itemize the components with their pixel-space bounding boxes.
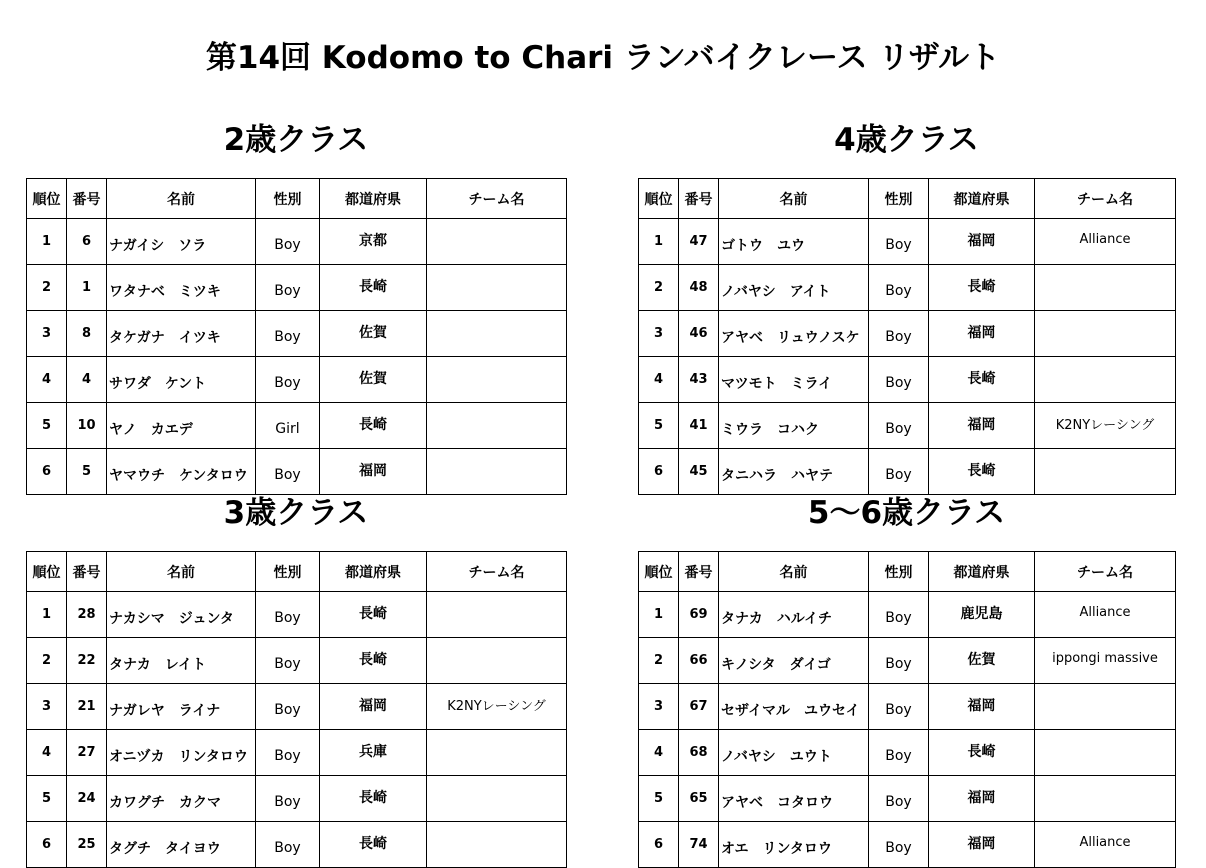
- cell-rank: 3: [27, 684, 67, 730]
- cell-number: 45: [679, 449, 719, 495]
- cell-prefecture: 福岡: [320, 449, 427, 495]
- table-row: [27, 219, 567, 265]
- cell-prefecture: 佐賀: [929, 638, 1035, 684]
- cell-gender: Boy: [256, 730, 320, 776]
- cell-rank: 6: [639, 449, 679, 495]
- cell-gender: Boy: [256, 449, 320, 495]
- cell-name: オエ リンタロウ: [719, 822, 869, 868]
- cell-prefecture: 兵庫: [320, 730, 427, 776]
- cell-team: [427, 638, 567, 684]
- cell-team: [427, 219, 567, 265]
- cell-name: オニヅカ リンタロウ: [107, 730, 256, 776]
- header-row: [639, 179, 1176, 219]
- cell-rank: 1: [639, 219, 679, 265]
- table-row: [639, 219, 1176, 265]
- header-gender: 性別: [869, 179, 929, 219]
- table-row: [27, 265, 567, 311]
- cell-prefecture: 福岡: [320, 684, 427, 730]
- cell-number: 28: [67, 592, 107, 638]
- cell-team: Alliance: [1035, 592, 1176, 638]
- cell-team: Alliance: [1035, 822, 1176, 868]
- cell-prefecture: 佐賀: [320, 357, 427, 403]
- cell-gender: Boy: [869, 592, 929, 638]
- cell-number: 48: [679, 265, 719, 311]
- cell-name: キノシタ ダイゴ: [719, 638, 869, 684]
- cell-name: タナカ ハルイチ: [719, 592, 869, 638]
- cell-rank: 4: [639, 357, 679, 403]
- cell-name: サワダ ケント: [107, 357, 256, 403]
- cell-prefecture: 長崎: [320, 822, 427, 868]
- cell-number: 4: [67, 357, 107, 403]
- header-prefecture: 都道府県: [929, 179, 1035, 219]
- cell-name: ゴトウ ユウ: [719, 219, 869, 265]
- cell-team: ippongi massive: [1035, 638, 1176, 684]
- cell-team: [427, 822, 567, 868]
- cell-gender: Boy: [256, 776, 320, 822]
- cell-gender: Boy: [869, 449, 929, 495]
- cell-rank: 2: [27, 638, 67, 684]
- header-gender: 性別: [869, 552, 929, 592]
- cell-team: [1035, 357, 1176, 403]
- cell-name: ナカシマ ジュンタ: [107, 592, 256, 638]
- cell-name: マツモト ミライ: [719, 357, 869, 403]
- cell-prefecture: 佐賀: [320, 311, 427, 357]
- class-title-3yo: 3歳クラス: [223, 495, 369, 531]
- cell-gender: Boy: [256, 592, 320, 638]
- header-row: [639, 552, 1176, 592]
- cell-number: 65: [679, 776, 719, 822]
- cell-prefecture: 長崎: [320, 265, 427, 311]
- cell-gender: Boy: [256, 311, 320, 357]
- cell-name: ミウラ コハク: [719, 403, 869, 449]
- cell-number: 5: [67, 449, 107, 495]
- header-team: チーム名: [427, 552, 567, 592]
- header-team: チーム名: [427, 179, 567, 219]
- cell-name: ヤノ カエデ: [107, 403, 256, 449]
- table-row: [27, 592, 567, 638]
- cell-rank: 4: [27, 730, 67, 776]
- class-title-2yo: 2歳クラス: [223, 122, 369, 158]
- table-row: [639, 730, 1176, 776]
- cell-team: K2NYレーシング: [1035, 403, 1176, 449]
- cell-gender: Boy: [869, 311, 929, 357]
- cell-number: 41: [679, 403, 719, 449]
- cell-team: [427, 776, 567, 822]
- cell-rank: 5: [639, 776, 679, 822]
- cell-team: [427, 592, 567, 638]
- cell-rank: 6: [27, 822, 67, 868]
- cell-gender: Boy: [256, 638, 320, 684]
- header-rank: 順位: [27, 552, 67, 592]
- header-prefecture: 都道府県: [320, 179, 427, 219]
- cell-name: ワタナベ ミツキ: [107, 265, 256, 311]
- cell-prefecture: 京都: [320, 219, 427, 265]
- cell-team: [427, 730, 567, 776]
- cell-number: 46: [679, 311, 719, 357]
- header-rank: 順位: [27, 179, 67, 219]
- cell-number: 22: [67, 638, 107, 684]
- cell-team: [427, 357, 567, 403]
- table-row: [27, 403, 567, 449]
- cell-prefecture: 福岡: [929, 403, 1035, 449]
- cell-number: 1: [67, 265, 107, 311]
- cell-name: タナカ レイト: [107, 638, 256, 684]
- cell-number: 69: [679, 592, 719, 638]
- cell-prefecture: 長崎: [320, 403, 427, 449]
- header-prefecture: 都道府県: [929, 552, 1035, 592]
- table-row: [639, 638, 1176, 684]
- table-row: [27, 311, 567, 357]
- header-number: 番号: [679, 552, 719, 592]
- cell-name: アヤベ リュウノスケ: [719, 311, 869, 357]
- header-name: 名前: [719, 552, 869, 592]
- class-title-5-6yo: 5～6歳クラス: [807, 495, 1006, 531]
- cell-number: 21: [67, 684, 107, 730]
- header-name: 名前: [107, 552, 256, 592]
- cell-gender: Girl: [256, 403, 320, 449]
- cell-team: Alliance: [1035, 219, 1176, 265]
- table-row: [27, 357, 567, 403]
- cell-gender: Boy: [256, 219, 320, 265]
- cell-team: [1035, 684, 1176, 730]
- header-number: 番号: [67, 552, 107, 592]
- cell-prefecture: 福岡: [929, 822, 1035, 868]
- cell-prefecture: 長崎: [929, 357, 1035, 403]
- cell-team: [427, 311, 567, 357]
- results-table-2yo: [26, 178, 567, 495]
- cell-gender: Boy: [869, 638, 929, 684]
- cell-team: [1035, 730, 1176, 776]
- results-table-3yo: [26, 551, 567, 868]
- cell-name: タグチ タイヨウ: [107, 822, 256, 868]
- cell-gender: Boy: [869, 265, 929, 311]
- cell-rank: 4: [639, 730, 679, 776]
- table-row: [639, 357, 1176, 403]
- cell-name: アヤベ コタロウ: [719, 776, 869, 822]
- header-row: [27, 552, 567, 592]
- cell-prefecture: 長崎: [320, 638, 427, 684]
- cell-rank: 6: [639, 822, 679, 868]
- cell-number: 10: [67, 403, 107, 449]
- table-row: [27, 776, 567, 822]
- results-table-4yo: [638, 178, 1176, 495]
- cell-rank: 5: [27, 403, 67, 449]
- cell-number: 74: [679, 822, 719, 868]
- cell-name: タケガナ イツキ: [107, 311, 256, 357]
- cell-rank: 3: [639, 684, 679, 730]
- cell-name: セザイマル ユウセイ: [719, 684, 869, 730]
- header-gender: 性別: [256, 552, 320, 592]
- cell-rank: 3: [639, 311, 679, 357]
- cell-name: タニハラ ハヤテ: [719, 449, 869, 495]
- cell-gender: Boy: [869, 822, 929, 868]
- cell-rank: 3: [27, 311, 67, 357]
- cell-gender: Boy: [256, 822, 320, 868]
- cell-rank: 6: [27, 449, 67, 495]
- header-number: 番号: [679, 179, 719, 219]
- cell-rank: 4: [27, 357, 67, 403]
- cell-number: 27: [67, 730, 107, 776]
- cell-number: 47: [679, 219, 719, 265]
- header-team: チーム名: [1035, 552, 1176, 592]
- cell-rank: 2: [639, 265, 679, 311]
- cell-rank: 2: [639, 638, 679, 684]
- table-row: [639, 265, 1176, 311]
- cell-number: 67: [679, 684, 719, 730]
- table-row: [639, 592, 1176, 638]
- cell-prefecture: 長崎: [929, 730, 1035, 776]
- header-name: 名前: [719, 179, 869, 219]
- header-prefecture: 都道府県: [320, 552, 427, 592]
- cell-team: [1035, 265, 1176, 311]
- cell-team: K2NYレーシング: [427, 684, 567, 730]
- cell-rank: 2: [27, 265, 67, 311]
- cell-name: ナガレヤ ライナ: [107, 684, 256, 730]
- cell-gender: Boy: [869, 776, 929, 822]
- cell-gender: Boy: [256, 684, 320, 730]
- cell-number: 24: [67, 776, 107, 822]
- table-row: [639, 684, 1176, 730]
- cell-team: [1035, 776, 1176, 822]
- cell-name: カワグチ カクマ: [107, 776, 256, 822]
- class-title-4yo: 4歳クラス: [834, 122, 979, 158]
- table-row: [27, 638, 567, 684]
- cell-gender: Boy: [869, 403, 929, 449]
- table-row: [639, 311, 1176, 357]
- cell-number: 6: [67, 219, 107, 265]
- table-row: [27, 730, 567, 776]
- cell-prefecture: 長崎: [929, 265, 1035, 311]
- header-row: [27, 179, 567, 219]
- table-row: [639, 822, 1176, 868]
- cell-team: [427, 403, 567, 449]
- table-row: [27, 822, 567, 868]
- cell-name: ノバヤシ ユウト: [719, 730, 869, 776]
- cell-prefecture: 福岡: [929, 684, 1035, 730]
- table-row: [27, 684, 567, 730]
- cell-prefecture: 福岡: [929, 311, 1035, 357]
- cell-number: 25: [67, 822, 107, 868]
- cell-gender: Boy: [256, 357, 320, 403]
- cell-prefecture: 長崎: [929, 449, 1035, 495]
- cell-team: [427, 265, 567, 311]
- cell-name: ノバヤシ アイト: [719, 265, 869, 311]
- cell-rank: 1: [27, 592, 67, 638]
- cell-number: 68: [679, 730, 719, 776]
- cell-prefecture: 鹿児島: [929, 592, 1035, 638]
- cell-gender: Boy: [869, 730, 929, 776]
- cell-prefecture: 長崎: [320, 776, 427, 822]
- header-gender: 性別: [256, 179, 320, 219]
- cell-number: 43: [679, 357, 719, 403]
- header-team: チーム名: [1035, 179, 1176, 219]
- cell-rank: 5: [639, 403, 679, 449]
- header-name: 名前: [107, 179, 256, 219]
- header-number: 番号: [67, 179, 107, 219]
- cell-number: 66: [679, 638, 719, 684]
- cell-prefecture: 長崎: [320, 592, 427, 638]
- header-rank: 順位: [639, 179, 679, 219]
- table-row: [639, 776, 1176, 822]
- cell-prefecture: 福岡: [929, 776, 1035, 822]
- cell-gender: Boy: [869, 357, 929, 403]
- page-title: 第14回 Kodomo to Chari ランバイクレース リザルト: [205, 40, 1001, 76]
- cell-rank: 1: [639, 592, 679, 638]
- cell-name: ナガイシ ソラ: [107, 219, 256, 265]
- cell-gender: Boy: [256, 265, 320, 311]
- table-row: [639, 403, 1176, 449]
- cell-rank: 5: [27, 776, 67, 822]
- cell-gender: Boy: [869, 684, 929, 730]
- cell-prefecture: 福岡: [929, 219, 1035, 265]
- cell-team: [1035, 311, 1176, 357]
- header-rank: 順位: [639, 552, 679, 592]
- cell-name: ヤマウチ ケンタロウ: [107, 449, 256, 495]
- cell-rank: 1: [27, 219, 67, 265]
- results-table-5-6yo: [638, 551, 1176, 868]
- cell-number: 8: [67, 311, 107, 357]
- cell-gender: Boy: [869, 219, 929, 265]
